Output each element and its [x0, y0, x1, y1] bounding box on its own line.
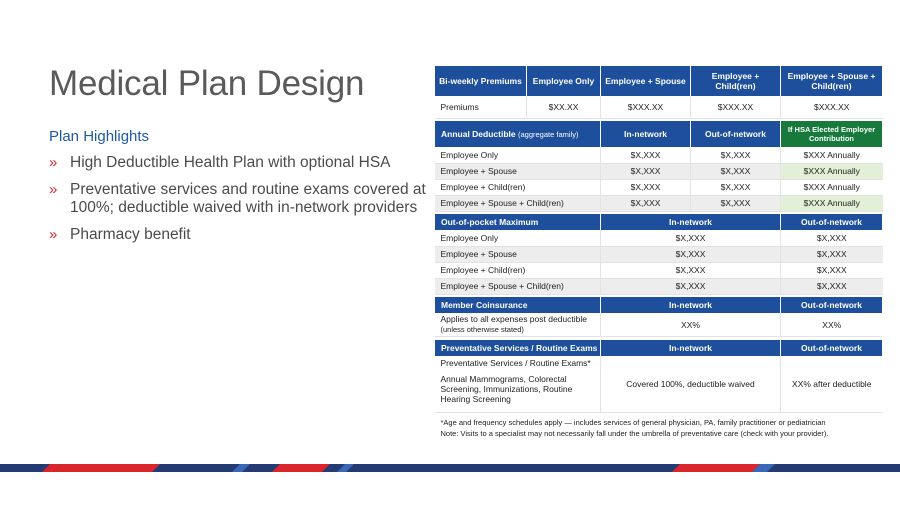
out-of-network-value: $X,XXX [691, 195, 781, 211]
list-item [49, 226, 429, 244]
out-of-network-value: XX% after deductible [781, 356, 883, 413]
table-row [435, 96, 883, 118]
plan-design-table [434, 66, 883, 443]
row-label: Employee + Spouse [435, 246, 601, 262]
premium-value: $XXX.XX [781, 96, 883, 118]
col-in-network: In-network [601, 121, 691, 147]
table-row [435, 230, 883, 246]
stripe-red-segment [272, 464, 330, 472]
preventative-header-row [435, 340, 883, 356]
row-label: Premiums [435, 96, 527, 118]
premiums-header-label: Bi-weekly Premiums [435, 66, 527, 96]
deductible-header-label: Annual Deductible (aggregate family) [435, 121, 601, 147]
in-network-value: $X,XXX [601, 262, 781, 278]
bullet-text: Pharmacy benefit [70, 226, 191, 243]
stripe-red-segment [672, 464, 760, 472]
col-employee-spouse: Employee + Spouse [601, 66, 691, 96]
footer-stripe [0, 464, 900, 472]
plan-highlights-heading: Plan Highlights [49, 128, 150, 145]
deductible-header-row [435, 121, 883, 147]
table-row [435, 147, 883, 163]
table-row [435, 278, 883, 294]
preventative-label: Preventative Services / Routine Exams* [440, 357, 591, 368]
slide-title: Medical Plan Design [49, 64, 365, 103]
footnote: Note: Visits to a specialist may not necessarily fall under the umbrella of preventative care (check with your provider). [440, 429, 829, 438]
col-employee-children: Employee + Child(ren) [691, 66, 781, 96]
coinsurance-sub: (unless otherwise stated) [440, 325, 524, 334]
in-network-value: $X,XXX [601, 179, 691, 195]
footnotes [435, 413, 883, 444]
highlights-list [49, 154, 429, 253]
out-of-network-value: $X,XXX [781, 278, 883, 294]
row-label [435, 313, 601, 337]
coinsurance-header-row [435, 297, 883, 313]
col-out-of-network: Out-of-network [781, 297, 883, 313]
in-network-value: $X,XXX [601, 230, 781, 246]
bullet-marker: » [49, 154, 58, 171]
out-of-network-value: $X,XXX [781, 262, 883, 278]
out-of-network-value: $X,XXX [781, 246, 883, 262]
out-of-network-value: $X,XXX [691, 163, 781, 179]
col-out-of-network: Out-of-network [781, 214, 883, 230]
out-of-network-value: $X,XXX [691, 147, 781, 163]
coinsurance-header-label: Member Coinsurance [435, 297, 601, 313]
bullet-marker: » [49, 226, 58, 243]
list-item [49, 154, 429, 172]
in-network-value: $X,XXX [601, 163, 691, 179]
col-in-network: In-network [601, 297, 781, 313]
col-out-of-network: Out-of-network [691, 121, 781, 147]
in-network-value: $X,XXX [601, 147, 691, 163]
table-row [435, 356, 883, 413]
row-label: Employee + Spouse + Child(ren) [435, 278, 601, 294]
in-network-value: $X,XXX [601, 246, 781, 262]
row-label [435, 356, 601, 413]
out-of-network-value: $X,XXX [691, 179, 781, 195]
hsa-value: $XXX Annually [781, 147, 883, 163]
out-of-network-value: $X,XXX [781, 230, 883, 246]
col-in-network: In-network [601, 340, 781, 356]
row-label: Employee + Child(ren) [435, 179, 601, 195]
in-network-value: $X,XXX [601, 195, 691, 211]
table-row [435, 246, 883, 262]
table-row [435, 179, 883, 195]
out-of-network-value: XX% [781, 313, 883, 337]
oop-header-label: Out-of-pocket Maximum [435, 214, 601, 230]
table-row [435, 163, 883, 179]
row-label: Employee + Spouse + Child(ren) [435, 195, 601, 211]
premium-value: $XXX.XX [691, 96, 781, 118]
row-label: Employee Only [435, 230, 601, 246]
oop-header-row [435, 214, 883, 230]
footnote: *Age and frequency schedules apply — includes services of general physician, PA, family practitioner or pediatrician [440, 418, 826, 427]
hsa-value: $XXX Annually [781, 179, 883, 195]
col-in-network: In-network [601, 214, 781, 230]
bullet-text: Preventative services and routine exams covered at 100%; deductible waived with in-network providers [70, 181, 426, 216]
bullet-marker: » [49, 181, 58, 198]
hsa-value: $XXX Annually [781, 195, 883, 211]
col-employee-only: Employee Only [527, 66, 601, 96]
stripe-red-segment [54, 464, 160, 472]
table-row [435, 195, 883, 211]
table-row [435, 262, 883, 278]
deductible-header-sub: (aggregate family) [518, 129, 579, 139]
preventative-header-label: Preventative Services / Routine Exams [435, 340, 601, 356]
footnotes-row [435, 413, 883, 444]
premium-value: $XXX.XX [601, 96, 691, 118]
hsa-value: $XXX Annually [781, 163, 883, 179]
row-label: Employee Only [435, 147, 601, 163]
col-hsa-contribution: If HSA Elected Employer Contribution [781, 121, 883, 147]
in-network-value: $X,XXX [601, 278, 781, 294]
preventative-detail: Annual Mammograms, Colorectal Screening, Immunizations, Routine Hearing Screening [440, 373, 573, 404]
bullet-text: High Deductible Health Plan with optional HSA [70, 154, 391, 171]
row-label: Employee + Child(ren) [435, 262, 601, 278]
premiums-header-row [435, 66, 883, 96]
in-network-value: Covered 100%, deductible waived [601, 356, 781, 413]
list-item [49, 181, 429, 217]
row-label: Employee + Spouse [435, 163, 601, 179]
in-network-value: XX% [601, 313, 781, 337]
coinsurance-label: Applies to all expenses post deductible [440, 314, 587, 324]
col-employee-family: Employee + Spouse + Child(ren) [781, 66, 883, 96]
premium-value: $XX.XX [527, 96, 601, 118]
col-out-of-network: Out-of-network [781, 340, 883, 356]
table-row [435, 313, 883, 337]
